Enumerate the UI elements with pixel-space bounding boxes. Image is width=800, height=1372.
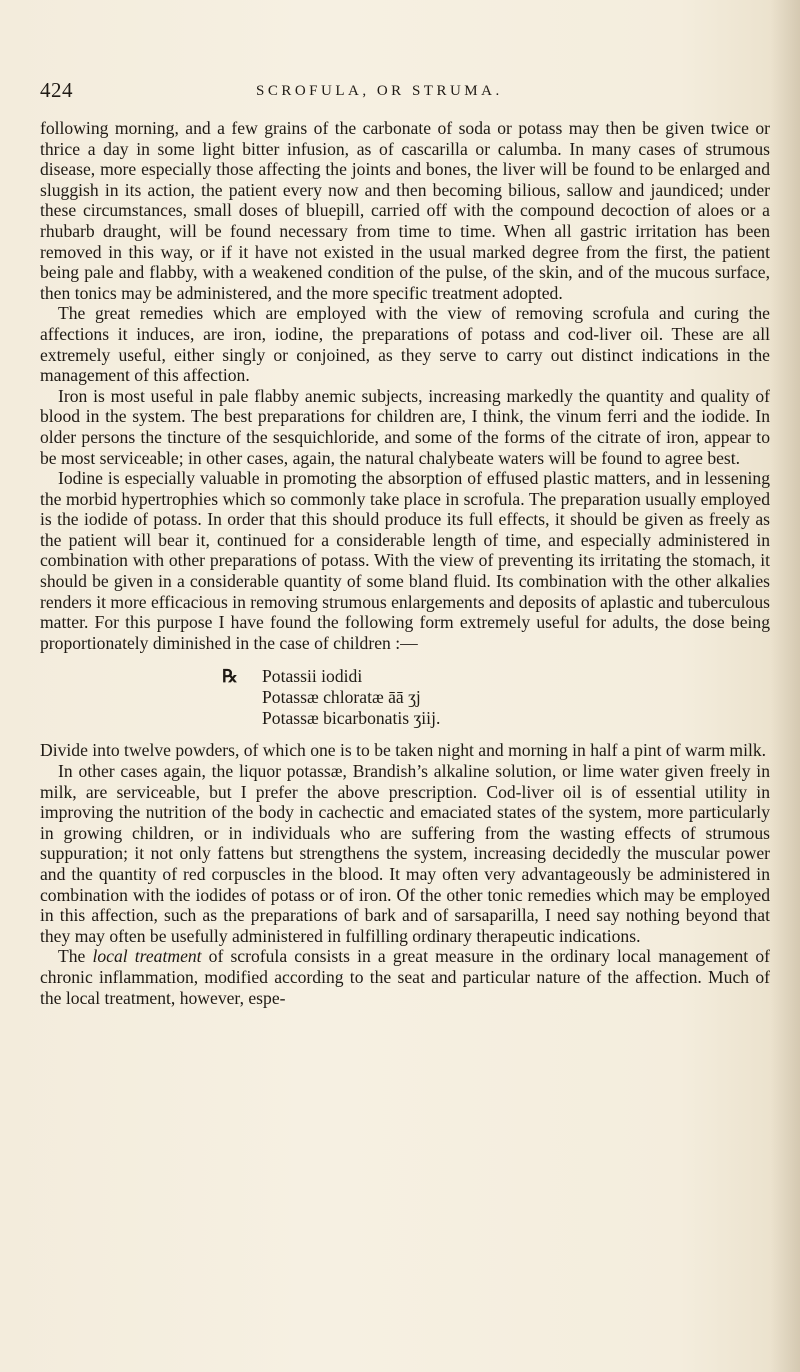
paragraph: The great remedies which are employed with the view of removing scrofula and curing the affections it induces, are iron, iodine, the preparations of potass and cod-liver oil. These are all extremely useful, either singly or conjoined, as they serve to carry out distinct indications in the management of this affection. [40, 303, 770, 386]
paragraph-last [40, 946, 770, 1008]
body-text [40, 118, 770, 1008]
prescription-ingredient: Potassæ chloratæ āā ʒj [262, 687, 421, 708]
prescription-line [40, 666, 770, 687]
paragraph: Divide into twelve powders, of which one is to be taken night and morning in half a pint of warm milk. [40, 740, 767, 761]
page-header [40, 78, 770, 108]
page-edge-shadow [770, 0, 800, 1372]
recipe-symbol: ℞ [222, 666, 238, 687]
italic-phrase: local treatment [92, 946, 202, 967]
paragraph: Iron is most useful in pale flabby anemic subjects, increasing markedly the quantity and quality of blood in the system. The best preparations for children are, I think, the vinum ferri and the iodide. In older persons the tincture of the sesquichloride, and some of the forms of the citrate of iron, appear to be most serviceable; in other cases, again, the natural chalybeate waters will be found to agree best. [40, 385, 770, 468]
prescription-ingredient: Potassii iodidi [262, 666, 363, 687]
prescription-line [40, 708, 770, 729]
prescription [40, 666, 770, 729]
running-title: SCROFULA, OR STRUMA. [256, 83, 503, 99]
paragraph-text: of scrofula consists in a great measure in the ordinary local management of chronic inflammation, modified according to the seat and particular nature of the affection. Much of the local treatment, however, espe- [40, 946, 770, 1008]
paragraph: In other cases again, the liquor potassæ, Brandish’s alkaline solution, or lime water given freely in milk, are serviceable, but I prefer the above prescription. Cod-liver oil is of essential utility in improving the nutrition of the body in cachectic and emaciated states of the system, more particularly in growing children, or in individuals who are suffering from the wasting effects of strumous suppuration; it not only fattens but strengthens the system, increasing decidedly the muscular power and the quantity of red corpuscles in the blood. It may often very advantageously be administered in combination with the iodides of potass or of iron. Of the other tonic remedies which may be employed in this affection, such as the preparations of bark and of sarsaparilla, I need say nothing beyond that they may often be usefully administered in fulfilling ordinary therapeutic indications. [40, 761, 770, 946]
prescription-ingredient: Potassæ bicarbonatis ʒiij. [262, 708, 441, 729]
paragraph: following morning, and a few grains of the carbonate of soda or potass may then be given twice or thrice a day in some light bitter infusion, as of cascarilla or calumba. In many cases of strumous disease, more especially those affecting the joints and bones, the liver will be found to be enlarged and sluggish in its action, the patient every now and then becoming bilious, sallow and jaundiced; under these circumstances, small doses of bluepill, carried off with the compound decoction of aloes or a rhubarb draught, will be found necessary from time to time. When all gastric irritation has been removed in this way, or if it have not existed in the usual marked degree from the first, the patient being pale and flabby, with a weakened condition of the pulse, of the skin, and of the mucous surface, then tonics may be administered, and the more specific treatment adopted. [40, 118, 770, 303]
page-number: 424 [40, 78, 73, 102]
paragraph: Iodine is especially valuable in promoting the absorption of effused plastic matters, and in lessening the morbid hypertrophies which so commonly take place in scrofula. The preparation usually employed is the iodide of potass. In order that this should produce its full effects, it should be given as freely as the patient will bear it, continued for a considerable length of time, and especially administered in combination with other preparations of potass. With the view of preventing its irritating the stomach, it should be given in a considerable quantity of some bland fluid. Its combination with the other alkalies renders it more efficacious in removing strumous enlargements and deposits of aplastic and tuberculous matter. For this purpose I have found the following form extremely useful for adults, the dose being proportionately diminished in the case of children :— [40, 468, 770, 653]
prescription-line [40, 687, 770, 708]
paragraph-text: The [58, 946, 93, 967]
